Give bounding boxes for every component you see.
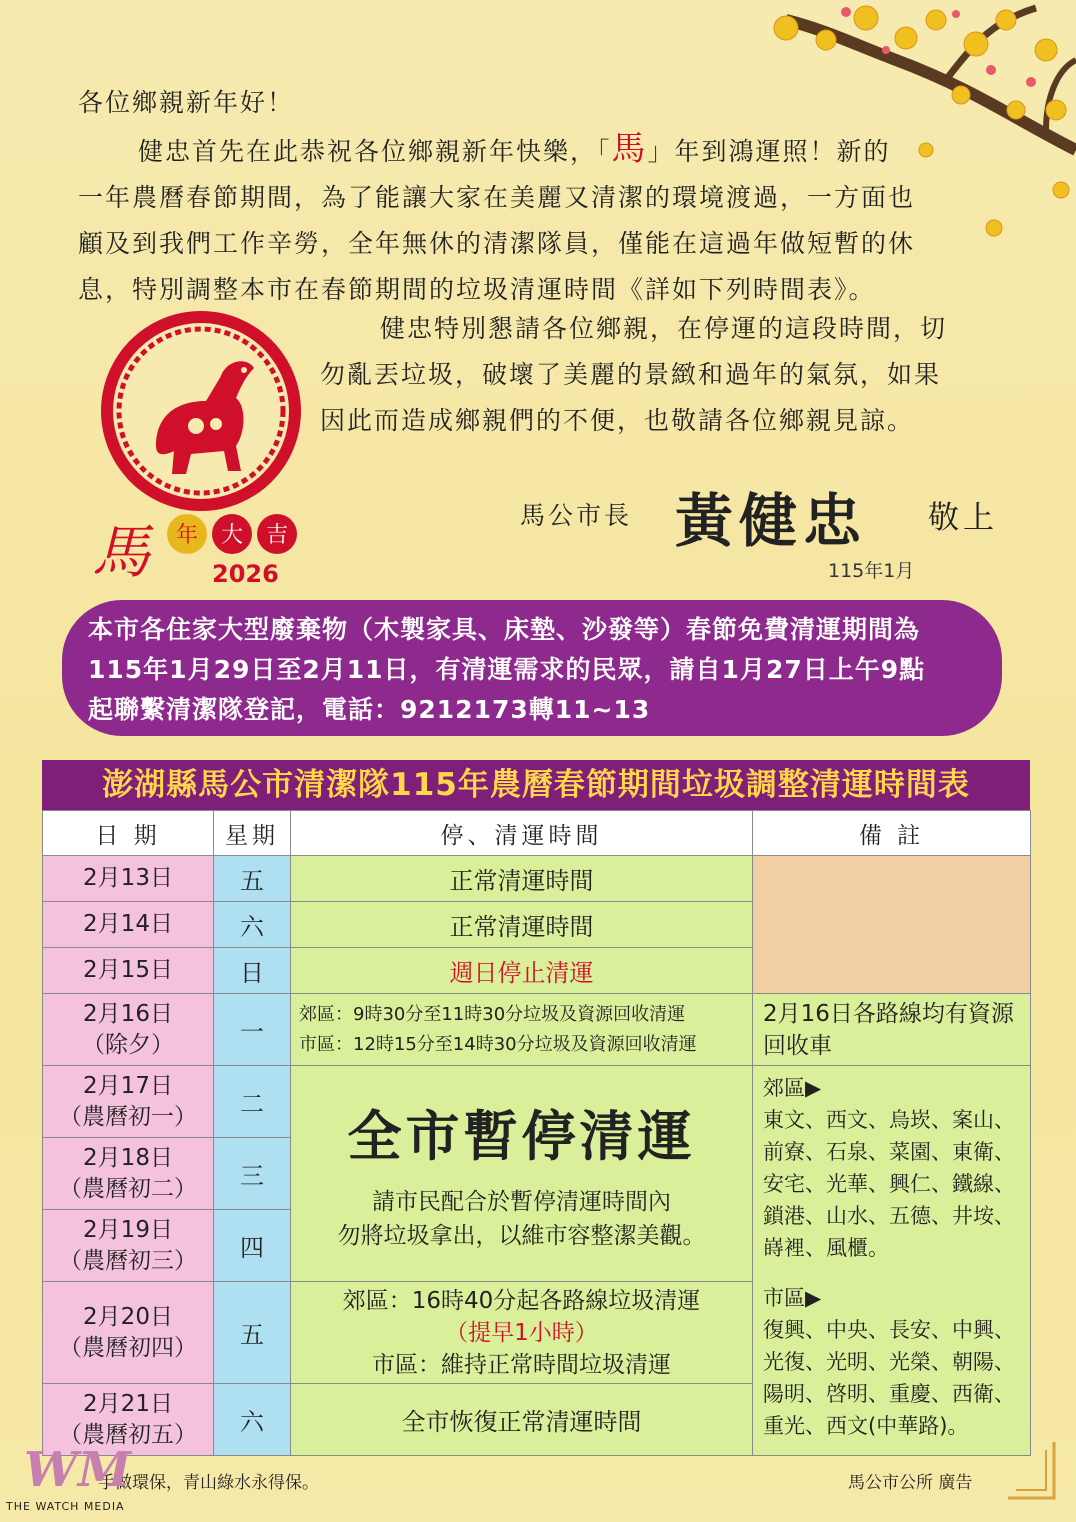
letter-date: 115年1月 [828,560,915,582]
citywide-stop-cell [291,1066,753,1282]
time-suburb: 郊區：16時40分起各路線垃圾清運 [342,1287,701,1314]
row-date [43,1282,214,1384]
letter-paragraph-2 [320,306,1020,444]
mayor-name: 黃健忠 [675,487,868,555]
date-main: 2月16日 [83,1000,173,1027]
city-route: 陽明、啓明、重慶、西衛、 [763,1382,1015,1406]
row-day: 五 [214,856,291,902]
suburb-route: 前寮、石泉、菜園、東衛、 [763,1140,1015,1164]
eve-note: 2月16日各路線均有資源回收車 [753,994,1031,1066]
table-row [43,856,1031,902]
row-date: 2月14日 [43,902,214,948]
watermark-text: THE WATCH MEDIA [6,1500,125,1513]
letter-p1-prefix: 健忠首先在此恭祝各位鄉親新年快樂，「 [138,137,612,166]
emblem-nian: 年 [176,523,199,548]
footer-sponsor: 馬公市公所 廣告 [848,1473,973,1493]
corner-ornament-icon [1006,1440,1056,1500]
footer-slogan: 手做環保，青山綠水永得保。 [98,1473,319,1493]
horse-year-caption [92,510,312,590]
header-note: 備 註 [753,811,1031,856]
schedule-title: 澎湖縣馬公市清潔隊115年農曆春節期間垃圾調整清運時間表 [42,760,1030,810]
date-sub: （農曆初一） [59,1103,197,1130]
date-sub: （農曆初四） [59,1334,197,1361]
signature-block [520,474,1020,555]
row-date [43,1210,214,1282]
header-date: 日 期 [43,811,214,856]
time-city: 市區：12時15分至14時30分垃圾及資源回收清運 [299,1033,697,1055]
letter-p1-line2: 一年農曆春節期間，為了能讓大家在美麗又清潔的環境渡過，一方面也 [78,183,916,212]
row-time-sunday-stop: 週日停止清運 [291,948,753,994]
suburb-route: 嵵裡、風櫃。 [763,1236,889,1260]
row-time-eve [291,994,753,1066]
bulky-waste-notice-banner [62,600,1002,736]
suburb-route: 安宅、光華、興仁、鐵線、 [763,1172,1015,1196]
time-suburb: 郊區：9時30分至11時30分垃圾及資源回收清運 [299,1003,686,1025]
mayor-title: 馬公市長 [520,501,633,530]
schedule-table-section [42,760,1030,1456]
row-time: 正常清運時間 [291,856,753,902]
horse-papercut-emblem [96,306,306,516]
row-date: 2月13日 [43,856,214,902]
row-day: 五 [214,1282,291,1384]
row-day: 三 [214,1138,291,1210]
date-main: 2月20日 [83,1303,173,1330]
date-main: 2月17日 [83,1072,173,1099]
time-city: 市區：維持正常時間垃圾清運 [372,1351,671,1378]
date-main: 2月18日 [83,1144,173,1171]
table-row [43,994,1031,1066]
banner-line-3: 起聯繫清潔隊登記，電話：9212173轉11~13 [88,695,651,724]
table-header-row [43,811,1031,856]
date-sub: （農曆初二） [59,1175,197,1202]
letter-p2-line2: 勿亂丟垃圾，破壞了美麗的景緻和過年的氣氛，如果 [320,360,942,389]
emblem-da: 大 [221,523,244,548]
route-list-cell [753,1066,1031,1456]
greeting-letter [78,80,1018,313]
city-route: 復興、中央、長安、中興、 [763,1318,1015,1342]
stop-note-1: 請市民配合於暫停清運時間內 [372,1189,671,1215]
row-day: 六 [214,902,291,948]
citywide-stop-heading: 全市暫停清運 [347,1104,696,1168]
stop-note-2: 勿將垃圾拿出，以維市容整潔美觀。 [337,1223,706,1249]
row-day: 二 [214,1066,291,1138]
date-sub: （農曆初五） [59,1421,197,1448]
letter-p1-line4: 息，特別調整本市在春節期間的垃圾清運時間《詳如下列時間表》。 [78,275,876,304]
row-time: 全市恢復正常清運時間 [291,1384,753,1456]
row-day: 六 [214,1384,291,1456]
emblem-horse-character: 馬 [92,518,151,586]
date-sub: （除夕） [82,1031,174,1058]
row-date [43,994,214,1066]
watermark-mark: WM [24,1442,132,1498]
suburb-label: 郊區▶ [763,1076,822,1100]
row-day: 日 [214,948,291,994]
row-time-early [291,1282,753,1384]
table-row [43,1066,1031,1138]
suburb-route: 東文、西文、烏崁、案山、 [763,1108,1015,1132]
watch-media-watermark-logo [6,1436,142,1516]
city-route: 重光、西文(中華路)。 [763,1414,969,1438]
city-label: 市區▶ [763,1286,822,1310]
banner-line-1: 本市各住家大型廢棄物（木製家具、床墊、沙發等）春節免費清運期間為 [88,615,921,644]
city-route: 光復、光明、光榮、朝陽、 [763,1350,1015,1374]
schedule-table [42,810,1031,1456]
letter-p1-suffix: 」年到鴻運照！新的 [647,137,891,166]
suburb-route: 鎖港、山水、五德、井垵、 [763,1204,1015,1228]
date-main: 2月19日 [83,1216,173,1243]
letter-p1-line3: 顧及到我們工作辛勞，全年無休的清潔隊員，僅能在這過年做短暫的休 [78,229,916,258]
header-day: 星期 [214,811,291,856]
closing-text: 敬上 [928,500,998,536]
row-day: 四 [214,1210,291,1282]
row-date [43,1066,214,1138]
row-day: 一 [214,994,291,1066]
row-date [43,1138,214,1210]
emblem-year: 2026 [212,560,279,588]
empty-note-cell [753,856,1031,994]
horse-character-highlight: 馬 [611,129,648,169]
row-date: 2月15日 [43,948,214,994]
date-main: 2月21日 [83,1390,173,1417]
greeting-line: 各位鄉親新年好！ [78,88,295,117]
row-time: 正常清運時間 [291,902,753,948]
emblem-ji: 吉 [266,523,289,548]
letter-p2-line3: 因此而造成鄉親們的不便，也敬請各位鄉親見諒。 [320,406,915,435]
letter-p2-line1: 健忠特別懇請各位鄉親，在停運的這段時間，切 [380,314,948,343]
letter-paragraph-1 [78,126,1018,175]
date-sub: （農曆初三） [59,1247,197,1274]
time-early-note: （提早1小時） [445,1319,598,1346]
header-time: 停、清運時間 [291,811,753,856]
banner-line-2: 115年1月29日至2月11日，有清運需求的民眾，請自1月27日上午9點 [88,655,926,684]
